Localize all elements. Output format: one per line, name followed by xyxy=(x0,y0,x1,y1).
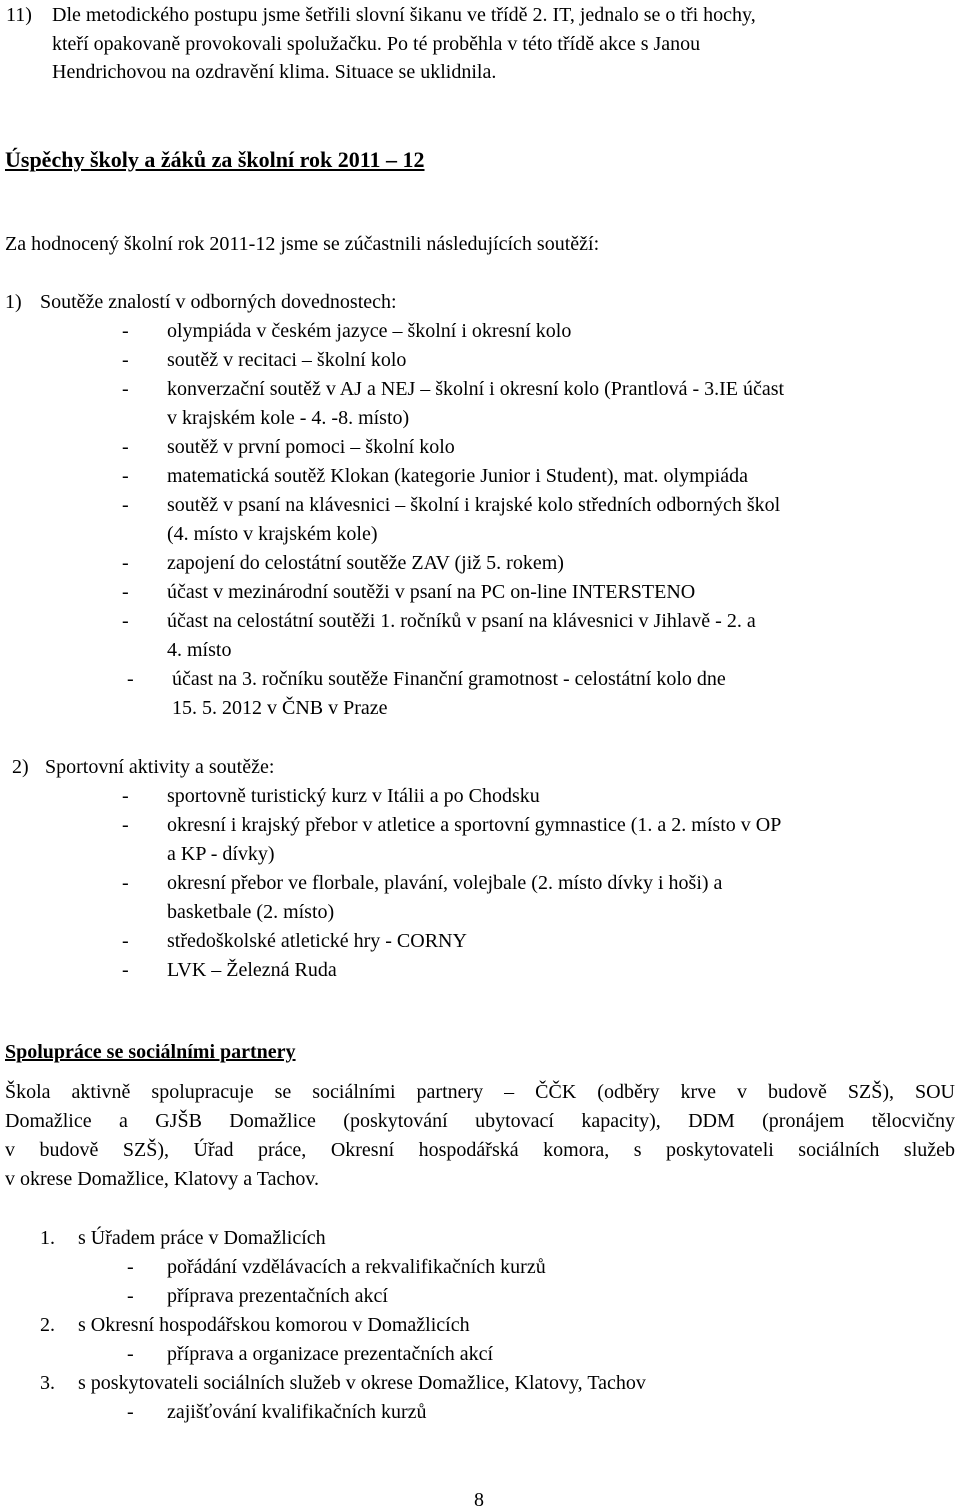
list-dash: - xyxy=(122,872,129,894)
partners-paragraph-line: Domažlice a GJŠB Domažlice (poskytování ubytovací kapacity), DDM (pronájem tělocvičny xyxy=(5,1110,955,1132)
section1-item: v krajském kole - 4. -8. místo) xyxy=(167,407,410,429)
section1-item: soutěž v první pomoci – školní kolo xyxy=(167,436,455,458)
partners-list-title: s Okresní hospodářskou komorou v Domažlicích xyxy=(78,1314,470,1336)
page-number: 8 xyxy=(474,1489,484,1511)
list-dash: - xyxy=(122,610,129,632)
section1-item: účast na celostátní soutěži 1. ročníků v psaní na klávesnici v Jihlavě - 2. a xyxy=(167,610,756,632)
success-intro: Za hodnocený školní rok 2011-12 jsme se zúčastnili následujících soutěží: xyxy=(5,233,600,255)
section1-item: účast na 3. ročníku soutěže Finanční gramotnost - celostátní kolo dne xyxy=(172,668,726,690)
partners-list-number: 1. xyxy=(40,1227,55,1249)
partners-list-title: s Úřadem práce v Domažlicích xyxy=(78,1227,326,1249)
list-dash: - xyxy=(122,581,129,603)
list-dash: - xyxy=(127,668,134,690)
partners-paragraph-line: Škola aktivně spolupracuje se sociálními partnery – ČČK (odběry krve v budově SZŠ), SOU xyxy=(5,1081,955,1103)
list-dash: - xyxy=(122,814,129,836)
success-heading: Úspěchy školy a žáků za školní rok 2011 – 12 xyxy=(5,147,425,172)
section1-title: Soutěže znalostí v odborných dovednostech: xyxy=(40,291,397,313)
partners-heading: Spolupráce se sociálními partnery xyxy=(5,1041,296,1063)
section1-item: zapojení do celostátní soutěže ZAV (již 5. rokem) xyxy=(167,552,564,574)
list-dash: - xyxy=(127,1256,134,1278)
section2-number: 2) xyxy=(12,756,29,778)
section1-item: olympiáda v českém jazyce – školní i okresní kolo xyxy=(167,320,572,342)
partners-list-item: příprava a organizace prezentačních akcí xyxy=(167,1343,494,1365)
section1-number: 1) xyxy=(5,291,22,313)
list-dash: - xyxy=(122,465,129,487)
intro-line-1: Dle metodického postupu jsme šetřili slovní šikanu ve třídě 2. IT, jednalo se o tři hochy, xyxy=(52,4,756,26)
section1-item: účast v mezinárodní soutěži v psaní na PC on-line INTERSTENO xyxy=(167,581,696,603)
list-dash: - xyxy=(122,552,129,574)
list-dash: - xyxy=(127,1343,134,1365)
section2-item: sportovně turistický kurz v Itálii a po Chodsku xyxy=(167,785,540,807)
section1-item: (4. místo v krajském kole) xyxy=(167,523,378,545)
partners-list-number: 3. xyxy=(40,1372,55,1394)
section1-item: soutěž v recitaci – školní kolo xyxy=(167,349,407,371)
list-dash: - xyxy=(122,349,129,371)
section2-item: okresní i krajský přebor v atletice a sportovní gymnastice (1. a 2. místo v OP xyxy=(167,814,782,836)
partners-list-number: 2. xyxy=(40,1314,55,1336)
list-dash: - xyxy=(122,320,129,342)
list-dash: - xyxy=(122,436,129,458)
partners-list-item: zajišťování kvalifikačních kurzů xyxy=(167,1401,427,1423)
intro-number: 11) xyxy=(6,4,32,26)
section1-item: 15. 5. 2012 v ČNB v Praze xyxy=(172,697,388,719)
section1-item: 4. místo xyxy=(167,639,232,661)
partners-list-title: s poskytovateli sociálních služeb v okrese Domažlice, Klatovy, Tachov xyxy=(78,1372,646,1394)
section2-item: okresní přebor ve florbale, plavání, volejbale (2. místo dívky i hoši) a xyxy=(167,872,723,894)
intro-line-2: kteří opakovaně provokovali spolužačku. Po té proběhla v této třídě akce s Janou xyxy=(52,33,701,55)
intro-line-3: Hendrichovou na ozdravění klima. Situace se uklidnila. xyxy=(52,61,497,83)
section1-item: konverzační soutěž v AJ a NEJ – školní i okresní kolo (Prantlová - 3.IE účast xyxy=(167,378,785,400)
list-dash: - xyxy=(122,930,129,952)
section1-item: matematická soutěž Klokan (kategorie Junior i Student), mat. olympiáda xyxy=(167,465,748,487)
partners-paragraph-line: v budově SZŠ), Úřad práce, Okresní hospodářská komora, s poskytovateli sociálních služeb xyxy=(5,1139,955,1161)
list-dash: - xyxy=(127,1285,134,1307)
section2-item: a KP - dívky) xyxy=(167,843,275,865)
partners-paragraph-line: v okrese Domažlice, Klatovy a Tachov. xyxy=(5,1168,320,1190)
list-dash: - xyxy=(122,494,129,516)
section1-item: soutěž v psaní na klávesnici – školní i krajské kolo středních odborných škol xyxy=(167,494,781,516)
partners-list-item: pořádání vzdělávacích a rekvalifikačních kurzů xyxy=(167,1256,546,1278)
section2-item: basketbale (2. místo) xyxy=(167,901,335,923)
list-dash: - xyxy=(122,959,129,981)
list-dash: - xyxy=(122,785,129,807)
section2-title: Sportovní aktivity a soutěže: xyxy=(45,756,275,778)
section2-item: LVK – Železná Ruda xyxy=(167,959,337,981)
partners-list-item: příprava prezentačních akcí xyxy=(167,1285,388,1307)
list-dash: - xyxy=(122,378,129,400)
list-dash: - xyxy=(127,1401,134,1423)
section2-item: středoškolské atletické hry - CORNY xyxy=(167,930,467,952)
